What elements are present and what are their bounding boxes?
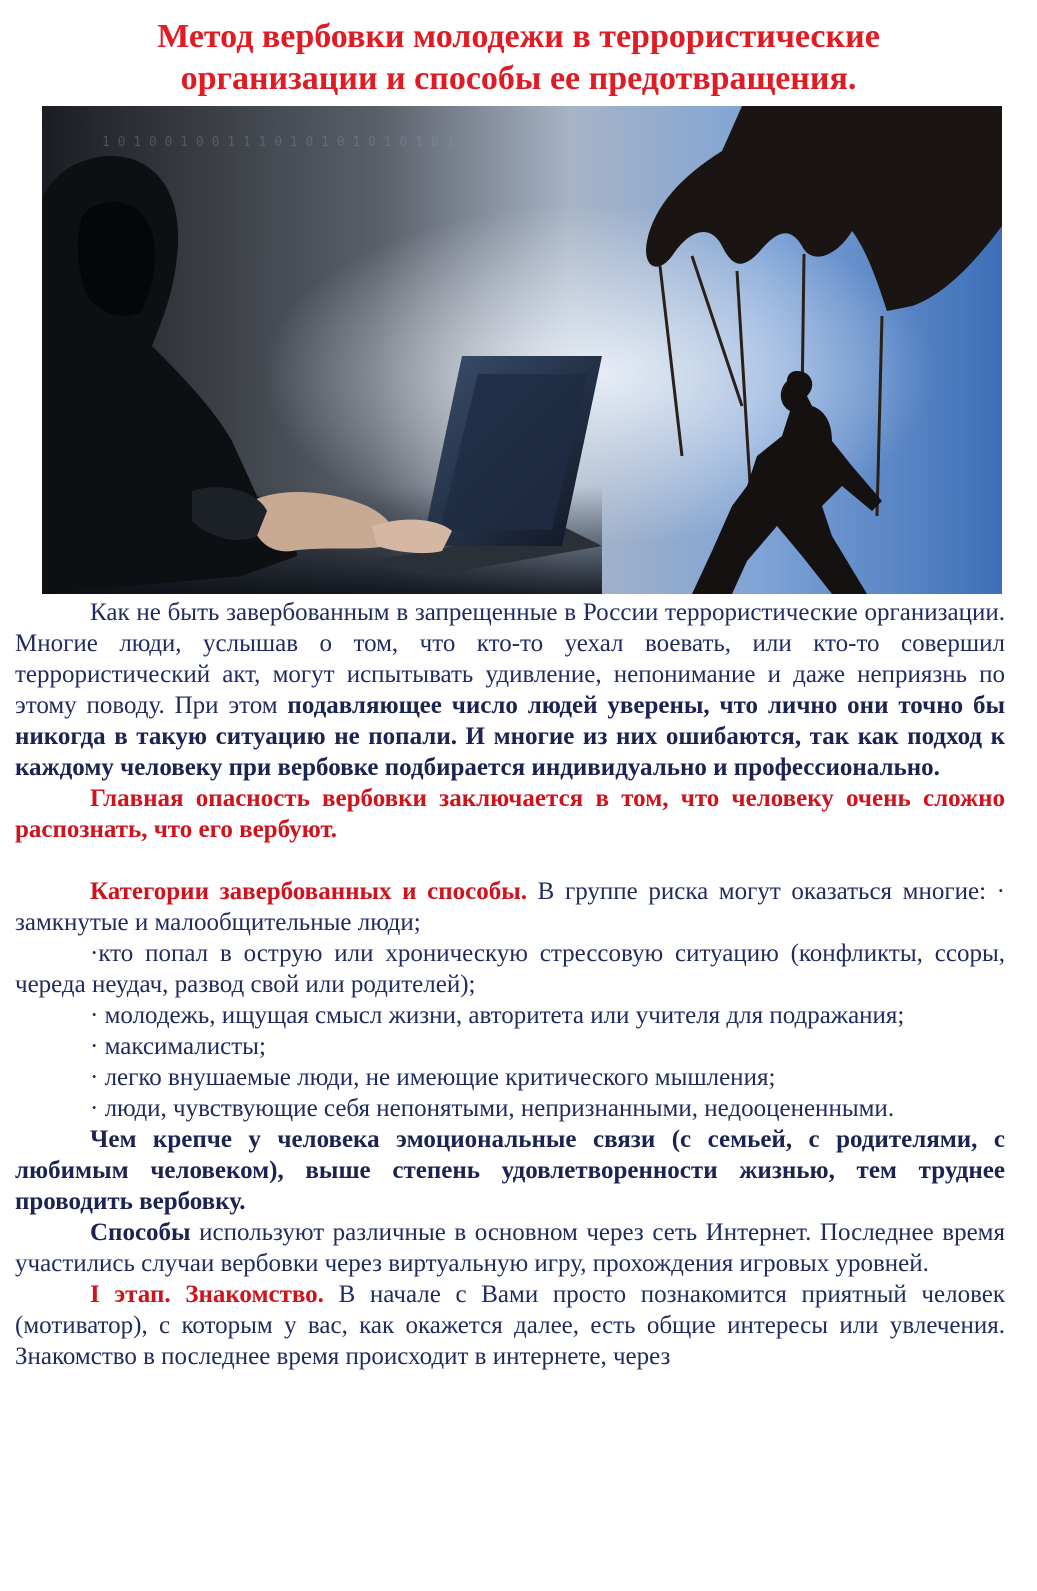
risk-item: ·кто попал в острую или хроническую стрессовую ситуацию (конфликты, ссоры, череда неудач, развод свой или родителей); bbox=[15, 940, 1005, 998]
categories-intro: В группе риска могут оказаться многие: · замкнутые и малообщительные люди; bbox=[15, 878, 1005, 936]
risk-item: · легко внушаемые люди, не имеющие критического мышления; bbox=[90, 1064, 776, 1091]
categories-heading: Категории завербованных и способы. bbox=[90, 878, 528, 905]
stage1-text: В начале с Вами просто познакомится приятный человек (мотиватор), с которым у вас, как окажется далее, есть общие интересы или увлечения. Знакомство в последнее время происходит в интернете, через bbox=[15, 1281, 1005, 1370]
risk-item: · люди, чувствующие себя непонятыми, непризнанными, недооцененными. bbox=[90, 1095, 895, 1122]
risk-item: · максималисты; bbox=[90, 1033, 266, 1060]
intro-bold-text: подавляющее число людей уверены, что лично они точно бы никогда в такую ситуацию не попали. И многие из них ошибаются, так как подход к каждому человеку при вербовке подбирается индивидуально и профессионально. bbox=[15, 692, 1005, 781]
intro-paragraph bbox=[15, 597, 1005, 783]
risk-item: · молодежь, ищущая смысл жизни, авторитета или учителя для подражания; bbox=[90, 1002, 905, 1029]
danger-paragraph: Главная опасность вербовки заключается в том, что человеку очень сложно распознать, что его вербуют. bbox=[15, 785, 1005, 843]
intro-text: Как не быть завербованным в запрещенные в России террористические организации. Многие люди, услышав о том, что кто-то уехал воевать, или кто-то совершил террористический акт, могут испытывать удивление, непонимание и даже неприязнь по этому поводу. При этом bbox=[15, 599, 1005, 719]
categories-paragraph bbox=[15, 876, 1005, 938]
binary-text: 1 0 1 0 0 1 0 0 1 1 1 0 1 0 1 0 1 0 1 0 1 0 1 bbox=[102, 135, 455, 150]
document-title bbox=[0, 16, 1037, 100]
article-body bbox=[15, 597, 1005, 1372]
stage1-heading: I этап. Знакомство. bbox=[90, 1281, 324, 1308]
methods-text: используют различные в основном через сеть Интернет. Последнее время участились случаи вербовки через виртуальную игру, прохождения игровых уровней. bbox=[15, 1219, 1005, 1277]
methods-paragraph bbox=[15, 1217, 1005, 1279]
emotional-paragraph: Чем крепче у человека эмоциональные связи (с семьей, с родителями, с любимым человеком), выше степень удовлетворенности жизнью, тем труднее проводить вербовку. bbox=[15, 1126, 1005, 1215]
hacker-puppet-illustration bbox=[42, 106, 1002, 594]
title-line-2: организации и способы ее предотвращения. bbox=[180, 60, 857, 97]
stage1-paragraph bbox=[15, 1279, 1005, 1372]
title-line-1: Метод вербовки молодежи в террористические bbox=[157, 18, 880, 55]
methods-heading: Способы bbox=[90, 1219, 191, 1246]
